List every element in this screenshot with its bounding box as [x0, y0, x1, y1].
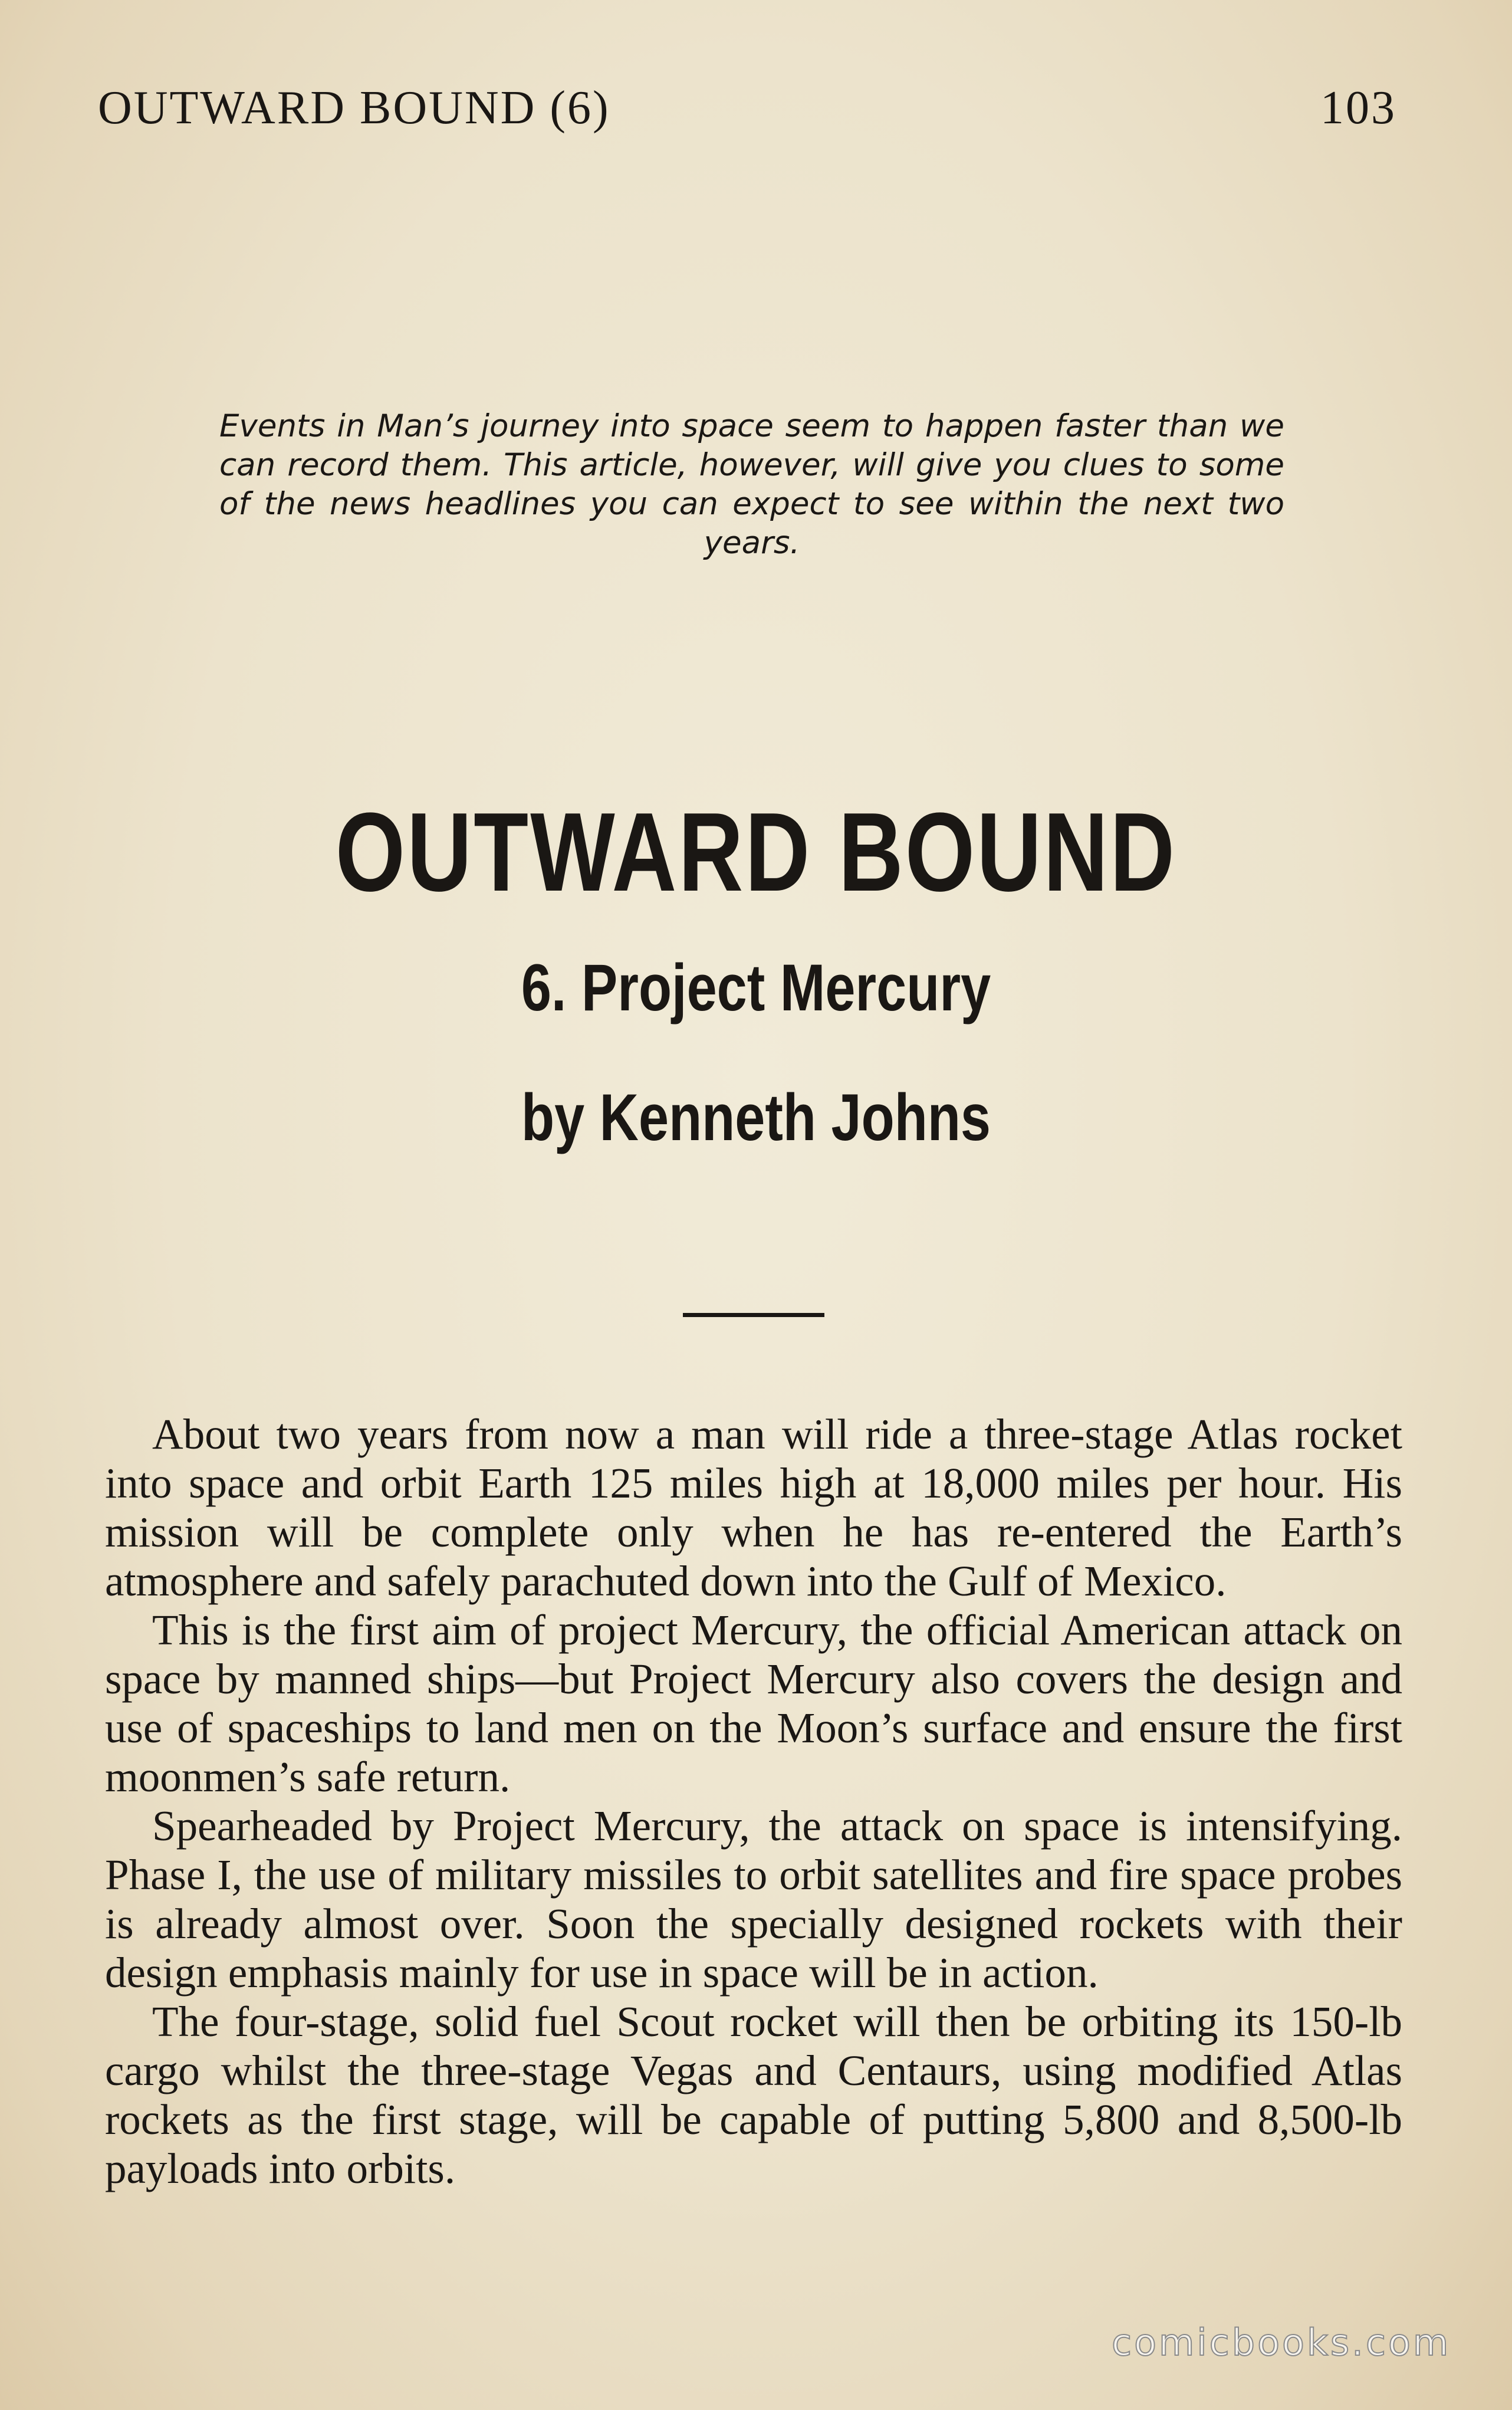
article-subtitle: 6. Project Mercury: [521, 951, 991, 1025]
body-paragraph: Spearheaded by Project Mercury, the attack on space is intensifying. Phase I, the use of military missiles to orbit satellites and fire space probes is already almost over. Soon the specially designed rockets with their design emphasis mainly for use in space will be in action.: [105, 1802, 1402, 1997]
title-block: [0, 779, 1512, 1162]
body-paragraph: About two years from now a man will ride a three-stage Atlas rocket into space and orbit Earth 125 miles high at 18,000 miles per hour. His mission will be complete only when he has re-entered the Earth’s atmosphere and safely parachuted down into the Gulf of Mexico.: [105, 1410, 1402, 1605]
body-paragraph: The four-stage, solid fuel Scout rocket will then be orbiting its 150-lb cargo whilst the three-stage Vegas and Centaurs, using modified Atlas rockets as the first stage, will be capable of putting 5,800 and 8,500-lb payloads into orbits.: [105, 1998, 1402, 2192]
watermark: comicbooks.com: [1112, 2321, 1451, 2364]
article-byline: by Kenneth Johns: [521, 1081, 991, 1154]
intro-blurb: Events in Man’s journey into space seem to happen faster than we can record them. This article, however, will give you clues to some of the news headlines you can expect to see within the next two years.: [219, 408, 1284, 561]
article-title: OUTWARD BOUND: [335, 790, 1177, 915]
article-body: [105, 1410, 1402, 2193]
page-header: [98, 75, 1396, 140]
page-number: 103: [1320, 81, 1396, 134]
body-paragraph: This is the first aim of project Mercury, the official American attack on space by manned ships—but Project Mercury also covers the design and use of spaceships to land men on the Moon’s surface and ensure the first moonmen’s safe return.: [105, 1606, 1402, 1801]
title-divider: [683, 1313, 824, 1317]
running-title: OUTWARD BOUND (6): [98, 81, 610, 134]
